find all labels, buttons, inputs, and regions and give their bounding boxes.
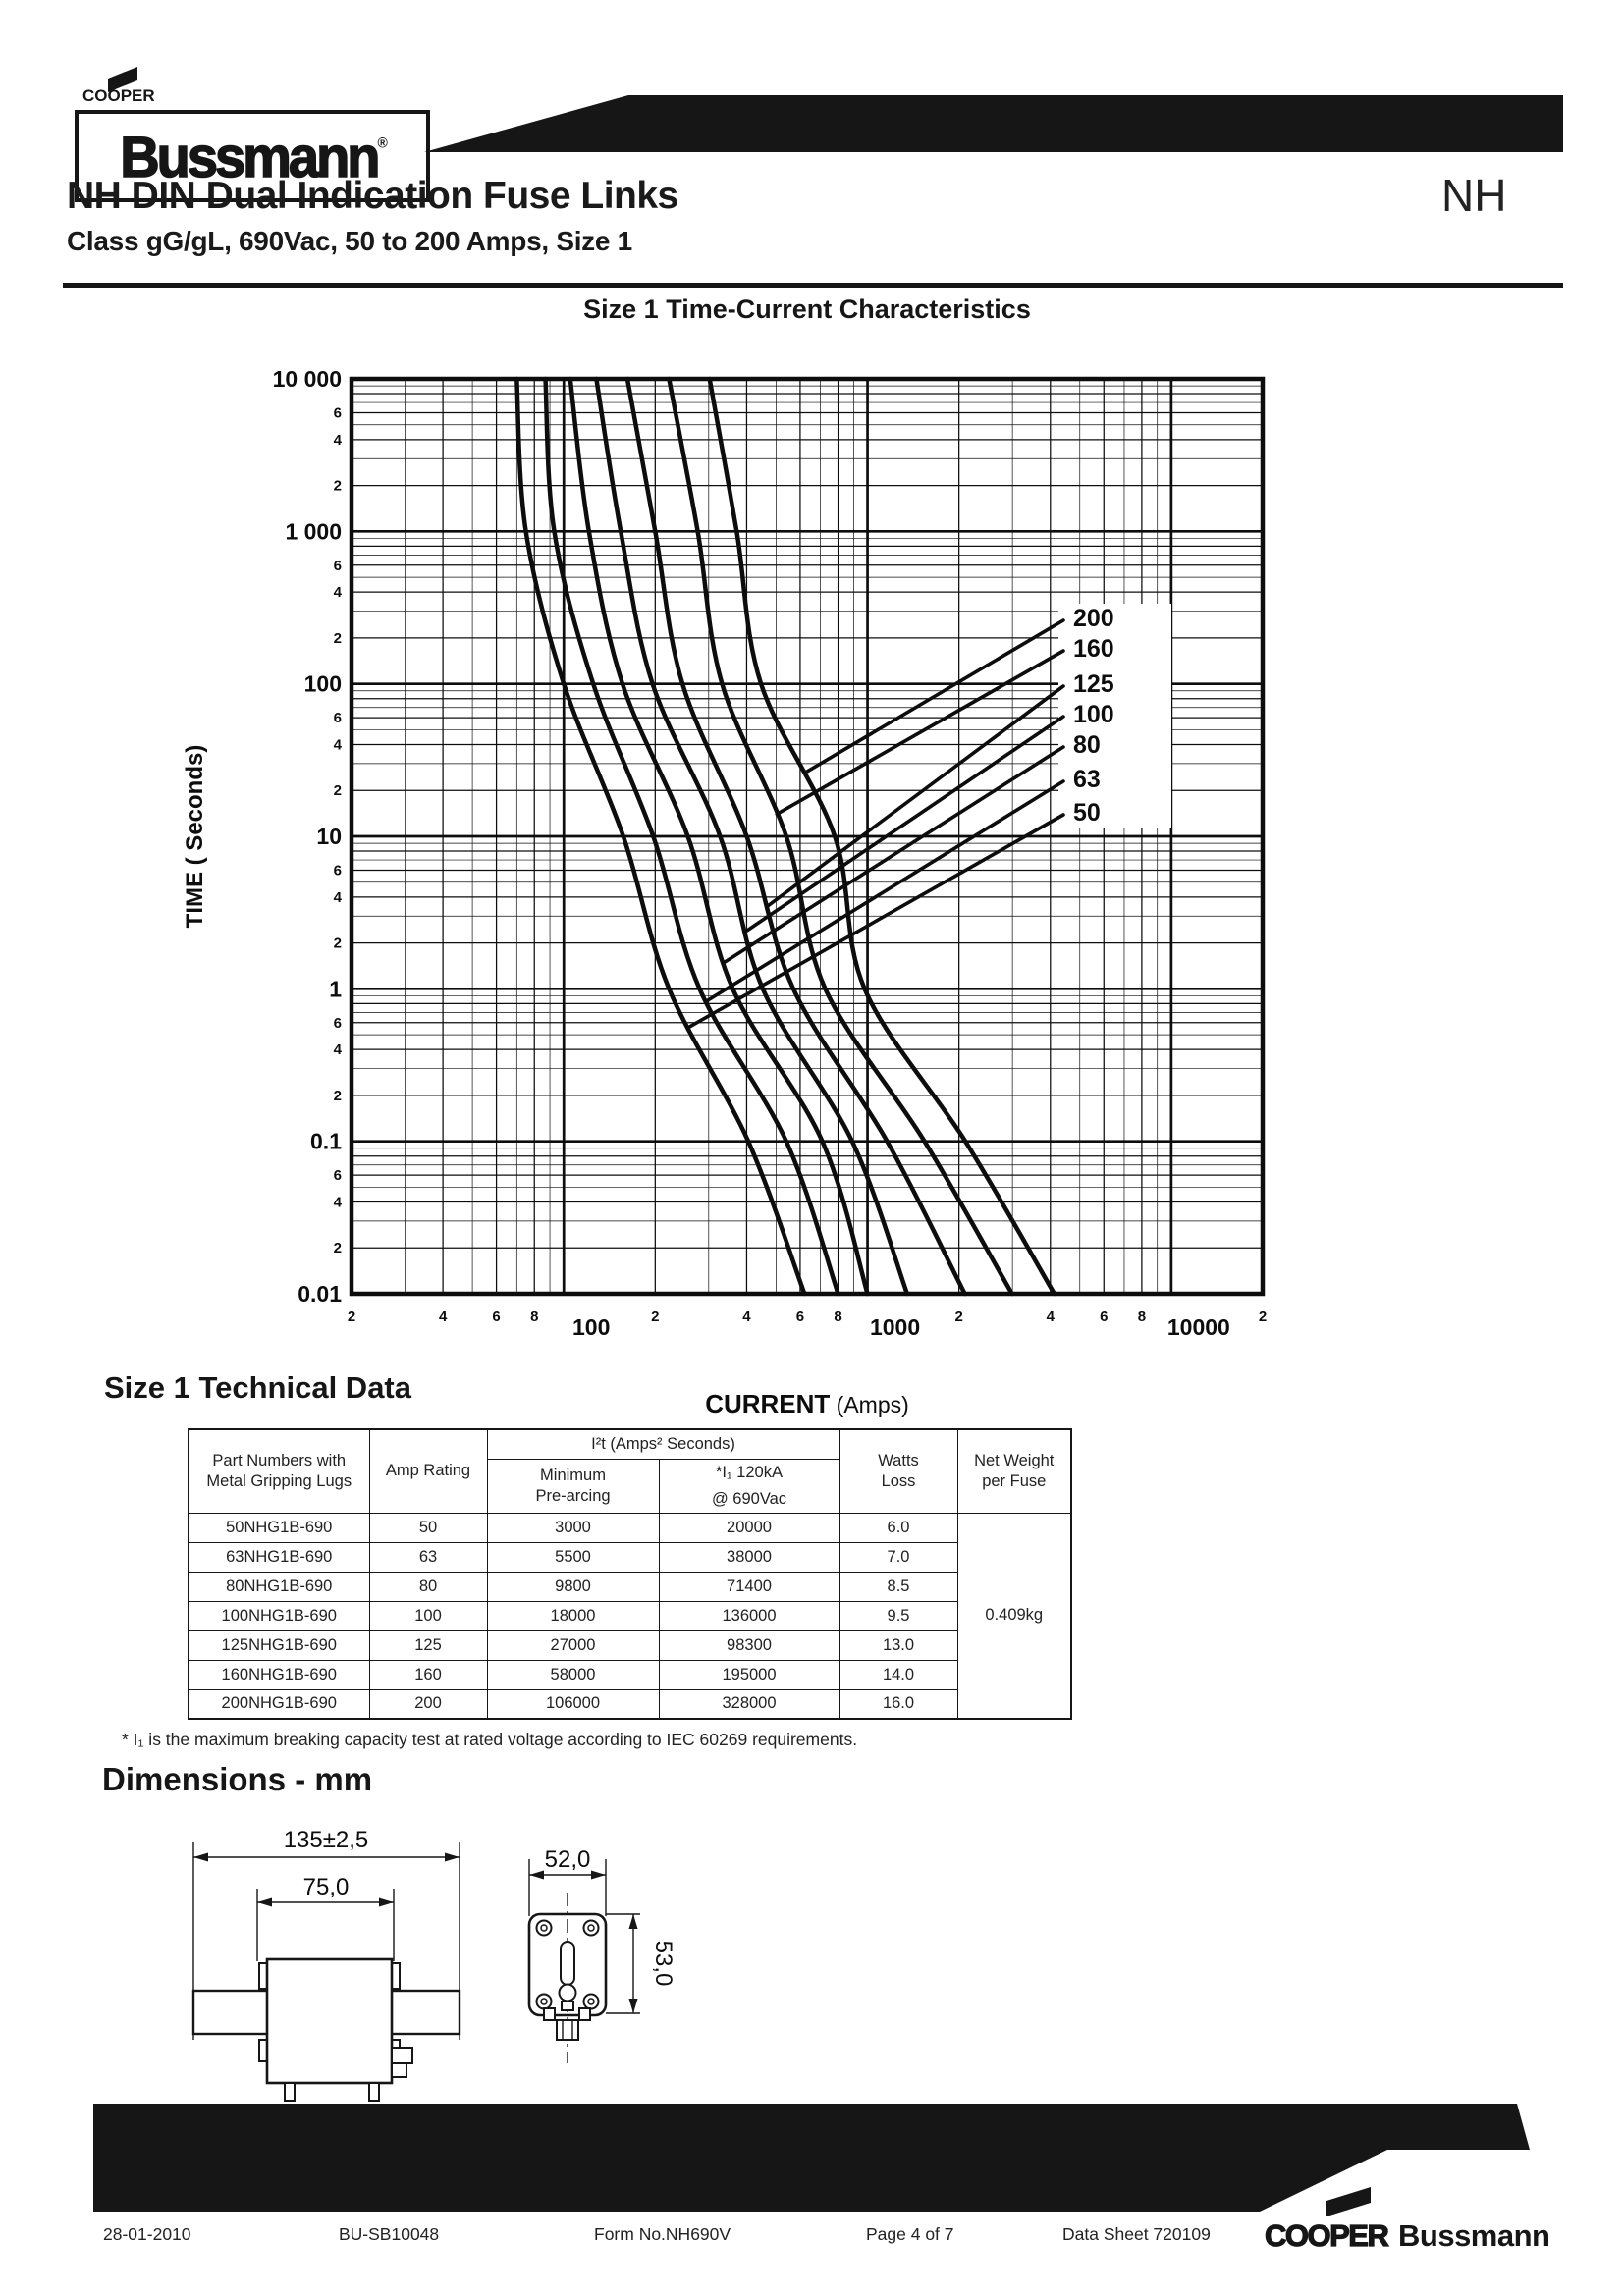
table-row bbox=[189, 1572, 1071, 1601]
curve-label-125: 125 bbox=[1073, 670, 1114, 698]
svg-text:8: 8 bbox=[834, 1308, 842, 1325]
dim-side-width-label: 52,0 bbox=[544, 1846, 591, 1873]
table-cell: 63 bbox=[369, 1542, 487, 1572]
table-cell: 3000 bbox=[487, 1513, 659, 1542]
svg-text:6: 6 bbox=[492, 1308, 501, 1325]
table-cell: 16.0 bbox=[839, 1689, 957, 1719]
header-rule bbox=[63, 283, 1563, 288]
svg-text:2: 2 bbox=[954, 1308, 963, 1325]
registered-mark: ® bbox=[377, 133, 385, 151]
dimension-drawings bbox=[88, 1806, 756, 2106]
table-cell: 195000 bbox=[659, 1660, 839, 1689]
table-cell: 71400 bbox=[659, 1572, 839, 1601]
svg-text:8: 8 bbox=[530, 1308, 539, 1325]
svg-text:6: 6 bbox=[333, 404, 342, 422]
header-band bbox=[422, 93, 1565, 154]
col-part-numbers: Part Numbers with Metal Gripping Lugs bbox=[189, 1429, 369, 1513]
svg-text:6: 6 bbox=[333, 1167, 342, 1185]
leader-50 bbox=[689, 815, 1063, 1027]
leader-160 bbox=[777, 651, 1063, 814]
table-cell: 5500 bbox=[487, 1542, 659, 1572]
table-cell: 13.0 bbox=[839, 1630, 957, 1660]
table-cell: 8.5 bbox=[839, 1572, 957, 1601]
col-watts-loss: Watts Loss bbox=[839, 1429, 957, 1513]
table-row bbox=[189, 1601, 1071, 1630]
table-cell: 50NHG1B-690 bbox=[189, 1513, 369, 1542]
curve-label-100: 100 bbox=[1073, 701, 1114, 728]
table-cell: 58000 bbox=[487, 1660, 659, 1689]
svg-text:4: 4 bbox=[333, 1194, 342, 1211]
svg-text:10: 10 bbox=[316, 824, 342, 849]
dim-body-width-label: 75,0 bbox=[302, 1874, 350, 1900]
cooper-flag-icon bbox=[1326, 2187, 1371, 2216]
table-cell: 80 bbox=[369, 1572, 487, 1601]
table-cell: 125 bbox=[369, 1630, 487, 1660]
svg-text:2: 2 bbox=[333, 1240, 342, 1257]
svg-text:10000: 10000 bbox=[1166, 1314, 1230, 1340]
chart-title: Size 1 Time-Current Characteristics bbox=[583, 294, 1031, 324]
curve-leader-lines bbox=[689, 620, 1063, 1027]
corner-tag: NH bbox=[1441, 170, 1507, 221]
col-i2t: I²t (Amps² Seconds) bbox=[487, 1429, 839, 1459]
table-row bbox=[189, 1542, 1071, 1572]
svg-text:2: 2 bbox=[1258, 1308, 1268, 1325]
curve-label-63: 63 bbox=[1073, 766, 1101, 793]
chart-grid bbox=[352, 379, 1263, 1294]
svg-text:4: 4 bbox=[333, 736, 342, 754]
svg-text:1000: 1000 bbox=[869, 1314, 921, 1340]
bussmann-wordmark: Bussmann® bbox=[120, 124, 385, 188]
svg-text:4: 4 bbox=[438, 1308, 448, 1325]
curve-label-80: 80 bbox=[1073, 731, 1101, 759]
col-min-prearcing: Minimum Pre-arcing bbox=[487, 1459, 659, 1513]
table-cell: 50 bbox=[369, 1513, 487, 1542]
svg-text:8: 8 bbox=[1137, 1308, 1147, 1325]
svg-text:0.01: 0.01 bbox=[298, 1281, 342, 1307]
net-weight-cell: 0.409kg bbox=[957, 1513, 1071, 1719]
svg-text:6: 6 bbox=[795, 1308, 805, 1325]
svg-text:2: 2 bbox=[651, 1308, 660, 1325]
table-cell: 125NHG1B-690 bbox=[189, 1630, 369, 1660]
table-cell: 63NHG1B-690 bbox=[189, 1542, 369, 1572]
footer-doc: BU-SB10048 bbox=[339, 2224, 440, 2244]
leader-100 bbox=[746, 717, 1063, 931]
table-cell: 14.0 bbox=[839, 1660, 957, 1689]
svg-text:100: 100 bbox=[303, 670, 342, 697]
table-cell: 38000 bbox=[659, 1542, 839, 1572]
table-cell: 106000 bbox=[487, 1689, 659, 1719]
table-cell: 98300 bbox=[659, 1630, 839, 1660]
dimensions-heading: Dimensions - mm bbox=[102, 1761, 373, 1797]
footer-page: Page 4 of 7 bbox=[866, 2224, 954, 2244]
table-row bbox=[189, 1660, 1071, 1689]
footer-bussmann-wordmark: Bussmann bbox=[1398, 2218, 1550, 2253]
table-cell: 160 bbox=[369, 1660, 487, 1689]
svg-text:4: 4 bbox=[333, 1041, 342, 1059]
svg-text:6: 6 bbox=[333, 557, 342, 574]
svg-text:6: 6 bbox=[333, 1014, 342, 1032]
svg-text:2: 2 bbox=[333, 782, 342, 800]
curve-label-200: 200 bbox=[1073, 605, 1114, 632]
col-amp-rating: Amp Rating bbox=[369, 1429, 487, 1513]
table-cell: 160NHG1B-690 bbox=[189, 1660, 369, 1689]
svg-text:2: 2 bbox=[333, 629, 342, 647]
svg-text:2: 2 bbox=[333, 477, 342, 495]
svg-text:1 000: 1 000 bbox=[285, 518, 342, 545]
table-cell: 20000 bbox=[659, 1513, 839, 1542]
curve-label-160: 160 bbox=[1073, 635, 1114, 663]
svg-text:6: 6 bbox=[333, 862, 342, 880]
col-i1-120ka: *I₁ 120kA @ 690Vac bbox=[659, 1459, 839, 1513]
leader-63 bbox=[707, 781, 1063, 1001]
page-subtitle: Class gG/gL, 690Vac, 50 to 200 Amps, Size 1 bbox=[67, 226, 632, 256]
technical-data-heading: Size 1 Technical Data bbox=[104, 1370, 411, 1405]
svg-text:4: 4 bbox=[1046, 1308, 1055, 1325]
x-axis-title: CURRENT (Amps) bbox=[705, 1389, 909, 1418]
page-title: NH DIN Dual Indication Fuse Links bbox=[67, 175, 678, 217]
svg-text:10 000: 10 000 bbox=[272, 366, 342, 392]
svg-text:4: 4 bbox=[742, 1308, 751, 1325]
table-cell: 6.0 bbox=[839, 1513, 957, 1542]
table-cell: 200 bbox=[369, 1689, 487, 1719]
table-cell: 136000 bbox=[659, 1601, 839, 1630]
table-cell: 9800 bbox=[487, 1572, 659, 1601]
dim-overall-width-label: 135±2,5 bbox=[283, 1827, 369, 1853]
technical-data-table bbox=[188, 1428, 1072, 1720]
col-net-weight: Net Weight per Fuse bbox=[957, 1429, 1071, 1513]
table-cell: 100 bbox=[369, 1601, 487, 1630]
y-axis-title: TIME ( Seconds) bbox=[182, 744, 208, 929]
dim-side-height-label: 53,0 bbox=[650, 1940, 677, 1987]
table-cell: 18000 bbox=[487, 1601, 659, 1630]
table-row bbox=[189, 1630, 1071, 1660]
table-cell: 9.5 bbox=[839, 1601, 957, 1630]
svg-text:4: 4 bbox=[333, 431, 342, 449]
table-cell: 7.0 bbox=[839, 1542, 957, 1572]
footer-sheet: Data Sheet 720109 bbox=[1062, 2224, 1211, 2244]
footer-date: 28-01-2010 bbox=[103, 2224, 191, 2244]
svg-text:0.1: 0.1 bbox=[310, 1128, 342, 1154]
cooper-wordmark: COOPER bbox=[82, 86, 155, 105]
leader-200 bbox=[804, 620, 1063, 774]
svg-text:2: 2 bbox=[333, 1087, 342, 1104]
svg-text:2: 2 bbox=[333, 934, 342, 952]
side-view-drawing bbox=[529, 1859, 640, 2063]
table-cell: 27000 bbox=[487, 1630, 659, 1660]
table-footnote: * I₁ is the maximum breaking capacity test at rated voltage according to IEC 60269 requirements. bbox=[122, 1730, 858, 1749]
curve-label-50: 50 bbox=[1073, 799, 1101, 827]
svg-text:6: 6 bbox=[333, 710, 342, 727]
table-row bbox=[189, 1513, 1071, 1542]
svg-text:100: 100 bbox=[572, 1314, 611, 1340]
footer-form: Form No.NH690V bbox=[594, 2224, 731, 2244]
table-cell: 100NHG1B-690 bbox=[189, 1601, 369, 1630]
svg-text:4: 4 bbox=[333, 888, 342, 906]
table-cell: 328000 bbox=[659, 1689, 839, 1719]
footer-cooper-wordmark: COOPER bbox=[1265, 2218, 1388, 2253]
svg-text:1: 1 bbox=[329, 976, 342, 1002]
table-cell: 80NHG1B-690 bbox=[189, 1572, 369, 1601]
svg-text:6: 6 bbox=[1100, 1308, 1109, 1325]
footer-band bbox=[93, 2104, 1537, 2223]
table-row bbox=[189, 1689, 1071, 1719]
svg-text:4: 4 bbox=[333, 584, 342, 602]
table-cell: 200NHG1B-690 bbox=[189, 1689, 369, 1719]
svg-text:2: 2 bbox=[347, 1308, 356, 1325]
